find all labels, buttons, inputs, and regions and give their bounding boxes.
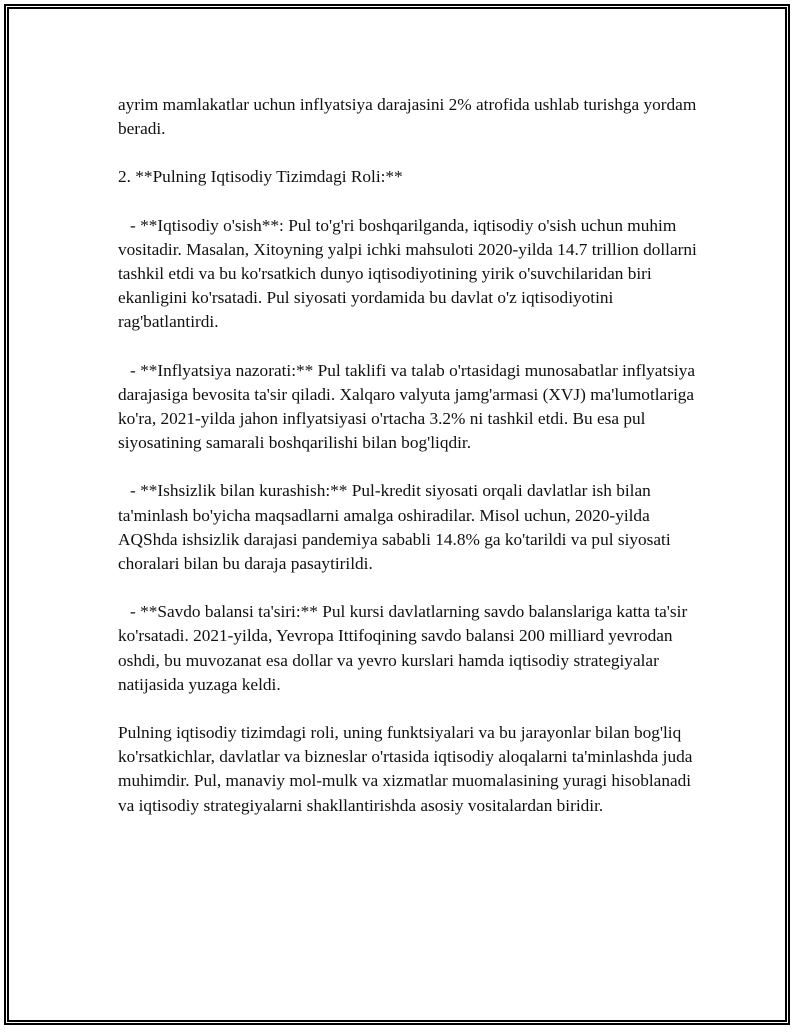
bullet-lead: - **Iqtisodiy o'sish**:	[130, 215, 284, 235]
bullet-inflation-control	[118, 359, 698, 456]
bullet-economic-growth	[118, 214, 698, 335]
bullet-trade-balance	[118, 600, 698, 697]
bullet-text: Pul to'g'ri boshqarilganda, iqtisodiy o'sish uchun muhim vositadir. Masalan, Xitoyning yalpi ichki mahsuloti 2020-yilda 14.7 trillion dollarni tashkil etdi va bu ko'rsatkich dunyo iqtisodiyotining yirik o'suvchilaridan biri ekanligini ko'rsatadi. Pul siyosati yordamida bu davlat o'z iqtisodiyotini rag'batlantirdi.	[118, 215, 697, 332]
bullet-lead: - **Inflyatsiya nazorati:**	[130, 360, 314, 380]
bullet-text: Pul kursi davlatlarning savdo balanslariga katta ta'sir ko'rsatadi. 2021-yilda, Yevropa Ittifoqining savdo balansi 200 milliard yevrodan oshdi, bu muvozanat esa dollar va yevro kurslari hamda iqtisodiy strategiyalar natijasida yuzaga keldi.	[118, 602, 688, 694]
bullet-lead: - **Savdo balansi ta'siri:**	[130, 602, 318, 622]
bullet-text: Pul-kredit siyosati orqali davlatlar ish bilan ta'minlash bo'yicha maqsadlarni amalga oshiradilar. Misol uchun, 2020-yilda AQShda ishsizlik darajasi pandemiya sababli 14.8% ga ko'tarildi va pul siyosati choralari bilan bu daraja pasaytirildi.	[118, 481, 671, 574]
bullet-unemployment	[118, 479, 698, 576]
section-heading: 2. **Pulning Iqtisodiy Tizimdagi Roli:**	[118, 167, 403, 187]
conclusion-paragraph: Pulning iqtisodiy tizimdagi roli, uning funktsiyalari va bu jarayonlar bilan bog'liq ko'rsatkichlar, davlatlar va bizneslar o'rtasida iqtisodiy aloqalarni ta'minlashda juda muhimdir. Pul, manaviy mol-mulk va xizmatlar muomalasining yuragi hisoblanadi va iqtisodiy strategiyalarni shakllantirishda asosiy vositalardan biridir.	[118, 723, 693, 815]
bullet-text: Pul taklifi va talab o'rtasidagi munosabatlar inflyatsiya darajasiga bevosita ta'sir qiladi. Xalqaro valyuta jamg'armasi (XVJ) ma'lumotlariga ko'ra, 2021-yilda jahon inflyatsiyasi o'rtacha 3.2% ni tashkil etdi. Bu esa pul siyosatining samarali boshqarilishi bilan bog'liqdir.	[118, 360, 696, 453]
document-body	[118, 93, 698, 842]
intro-continuation-paragraph: ayrim mamlakatlar uchun inflyatsiya darajasini 2% atrofida ushlab turishga yordam beradi.	[118, 95, 697, 139]
bullet-lead: - **Ishsizlik bilan kurashish:**	[130, 481, 348, 501]
